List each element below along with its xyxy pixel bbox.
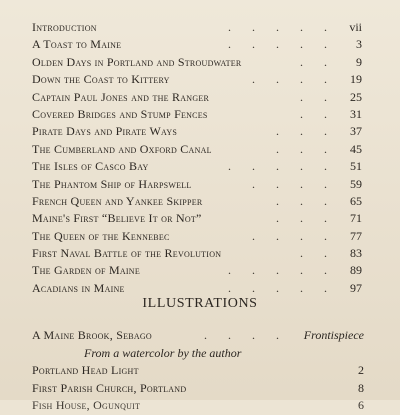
toc-entry-title: Pirate Days and Pirate Ways: [32, 124, 178, 139]
illustration-entry: [32, 362, 364, 380]
toc-entry-naval-battle: [32, 245, 362, 262]
illustration-title: A Maine Brook, Sebago: [32, 328, 152, 342]
toc-entry-title: French Queen and Yankee Skipper: [32, 193, 203, 208]
toc-entry-toast: [32, 36, 362, 53]
leader-dots: . . . . .: [228, 263, 336, 278]
toc-entry-kittery: [32, 71, 362, 88]
toc-entry-acadians: [32, 280, 362, 297]
leader-dots: . . . .: [252, 228, 336, 243]
leader-dots: . .: [300, 106, 336, 121]
toc-entry-page: 19: [350, 72, 362, 87]
toc-entry-canal: [32, 141, 362, 158]
toc-entry-title: Covered Bridges and Stump Fences: [32, 106, 208, 121]
illustrations-list: [32, 327, 364, 415]
leader-dots: . . .: [276, 211, 336, 226]
toc-entry-olden-days: [32, 54, 362, 71]
leader-dots: . .: [300, 54, 336, 69]
toc-entry-title: Olden Days in Portland and Stroudwater: [32, 54, 242, 69]
leader-dots: . . . . .: [228, 280, 336, 295]
toc-entry-page: 65: [350, 193, 362, 208]
leader-dots: . . . .: [252, 176, 336, 191]
toc-entry-title: The Queen of the Kennebec: [32, 228, 170, 243]
leader-dots: . . . . .: [228, 159, 336, 174]
illustration-title: Fish House, Ogunquit: [32, 398, 141, 412]
toc-entry-title: The Phantom Ship of Harpswell: [32, 176, 192, 191]
illustration-title: Portland Head Light: [32, 363, 139, 377]
toc-entry-page: 59: [350, 176, 362, 191]
toc-entry-title: Captain Paul Jones and the Ranger: [32, 89, 210, 104]
leader-dots: . . .: [276, 193, 336, 208]
toc-entry-page: 89: [350, 263, 362, 278]
toc-entry-page: 97: [350, 280, 362, 295]
toc-entry-page: 25: [350, 89, 362, 104]
table-of-contents: [32, 19, 362, 297]
illustration-caption: From a watercolor by the author: [84, 345, 242, 360]
toc-entry-title: The Isles of Casco Bay: [32, 159, 149, 174]
leader-dots: . . . .: [252, 72, 336, 87]
toc-entry-title: Maine's First “Believe It or Not”: [32, 211, 202, 226]
toc-entry-title: A Toast to Maine: [32, 37, 122, 52]
leader-dots: . .: [300, 89, 336, 104]
illustration-entry: [32, 327, 364, 345]
illustration-page: Frontispiece: [303, 328, 364, 342]
toc-entry-title: Down the Coast to Kittery: [32, 72, 170, 87]
toc-entry-title: Acadians in Maine: [32, 280, 125, 295]
illustration-page: 2: [358, 363, 364, 377]
toc-entry-kennebec: [32, 228, 362, 245]
toc-entry-page: 3: [356, 37, 362, 52]
toc-entry-title: The Cumberland and Oxford Canal: [32, 141, 212, 156]
toc-entry-french-queen: [32, 193, 362, 210]
illustration-entry: [32, 380, 364, 398]
illustration-caption-row: [32, 345, 364, 363]
toc-entry-title: The Garden of Maine: [32, 263, 140, 278]
toc-entry-title: Introduction: [32, 20, 97, 34]
toc-entry-page: vii: [349, 20, 362, 34]
toc-entry-pirate-days: [32, 123, 362, 140]
toc-entry-paul-jones: [32, 89, 362, 106]
toc-entry-page: 77: [350, 228, 362, 243]
toc-entry-introduction: [32, 19, 362, 36]
toc-entry-phantom-ship: [32, 176, 362, 193]
illustration-page: 8: [358, 380, 364, 395]
toc-entry-page: 9: [356, 54, 362, 69]
leader-dots: . .: [300, 246, 336, 261]
leader-dots: . . .: [276, 124, 336, 139]
toc-entry-garden: [32, 262, 362, 279]
toc-entry-page: 37: [350, 124, 362, 139]
leader-dots: . . . .: [204, 328, 288, 342]
toc-entry-casco-bay: [32, 158, 362, 175]
illustrations-heading: ILLUSTRATIONS: [142, 296, 258, 311]
leader-dots: . . .: [276, 141, 336, 156]
toc-entry-page: 83: [350, 246, 362, 261]
illustration-page: 6: [358, 398, 364, 412]
leader-dots: . . . . .: [228, 20, 336, 34]
toc-entry-covered-bridges: [32, 106, 362, 123]
toc-entry-believe-it: [32, 210, 362, 227]
toc-entry-page: 31: [350, 106, 362, 121]
toc-entry-page: 45: [350, 141, 362, 156]
toc-entry-title: First Naval Battle of the Revolution: [32, 246, 222, 261]
toc-entry-page: 51: [350, 159, 362, 174]
illustration-title: First Parish Church, Portland: [32, 380, 187, 395]
toc-entry-page: 71: [350, 211, 362, 226]
leader-dots: . . . . .: [228, 37, 336, 52]
